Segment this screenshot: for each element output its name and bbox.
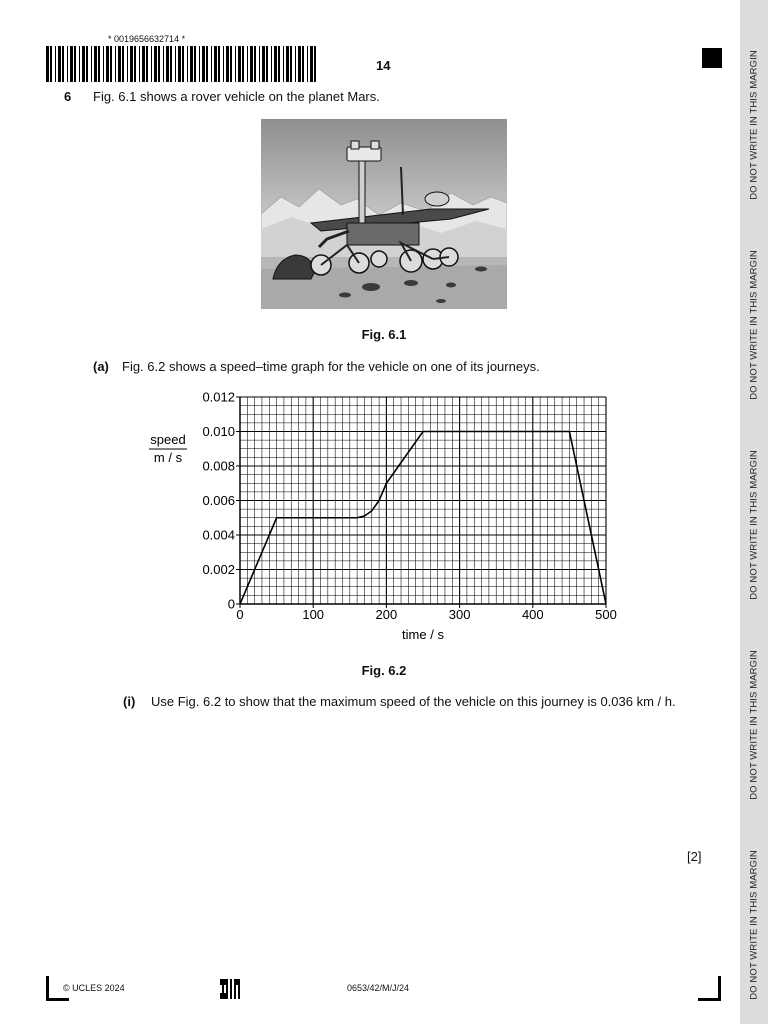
y-tick-label: 0.010 bbox=[202, 424, 235, 439]
x-tick-label: 200 bbox=[375, 607, 398, 622]
x-tick-label: 100 bbox=[302, 607, 325, 622]
y-tick-label: 0.006 bbox=[202, 493, 235, 508]
part-a-text: Fig. 6.2 shows a speed–time graph for the vehicle on one of its journeys. bbox=[122, 359, 540, 374]
mars-rover-illustration bbox=[261, 119, 507, 309]
qr-code bbox=[220, 979, 240, 999]
x-tick-label: 500 bbox=[595, 607, 617, 622]
margin-warning: DO NOT WRITE IN THIS MARGIN bbox=[748, 650, 760, 800]
question-number: 6 bbox=[64, 89, 72, 104]
y-tick-label: 0.004 bbox=[202, 527, 235, 543]
y-tick-label: 0.002 bbox=[202, 562, 235, 577]
y-axis-unit: m / s bbox=[153, 450, 183, 465]
barcode bbox=[46, 46, 320, 82]
part-i-text: Use Fig. 6.2 to show that the maximum speed of the vehicle on this journey is 0.036 km / h. bbox=[151, 694, 676, 709]
corner-mark bbox=[698, 976, 721, 1001]
marks-allocation: [2] bbox=[687, 849, 702, 864]
copyright: © UCLES 2024 bbox=[63, 983, 125, 993]
y-tick-label: 0 bbox=[227, 596, 235, 612]
x-tick-label: 0 bbox=[236, 607, 244, 622]
margin-warning: DO NOT WRITE IN THIS MARGIN bbox=[748, 250, 760, 400]
figure-caption: Fig. 6.2 bbox=[361, 663, 407, 678]
subpart-label: (i) bbox=[123, 694, 136, 709]
page-number: 14 bbox=[376, 58, 391, 73]
y-tick-label: 0.012 bbox=[202, 389, 235, 405]
y-tick-label: 0.008 bbox=[202, 458, 235, 474]
x-tick-label: 300 bbox=[448, 607, 471, 622]
y-axis-label: speed bbox=[150, 432, 186, 447]
registration-marker bbox=[702, 48, 722, 68]
margin-warning: DO NOT WRITE IN THIS MARGIN bbox=[748, 850, 760, 1000]
x-axis-label: time / s bbox=[402, 627, 444, 642]
margin-warning: DO NOT WRITE IN THIS MARGIN bbox=[748, 50, 760, 200]
paper-code: 0653/42/M/J/24 bbox=[347, 983, 410, 993]
figure-caption: Fig. 6.1 bbox=[361, 327, 407, 342]
question-intro: Fig. 6.1 shows a rover vehicle on the planet Mars. bbox=[93, 89, 380, 104]
barcode-text: * 0019656632714 * bbox=[108, 34, 186, 44]
x-tick-label: 400 bbox=[521, 607, 544, 622]
part-label: (a) bbox=[93, 359, 109, 374]
speed-time-graph bbox=[140, 385, 640, 647]
margin-warning: DO NOT WRITE IN THIS MARGIN bbox=[748, 450, 760, 600]
